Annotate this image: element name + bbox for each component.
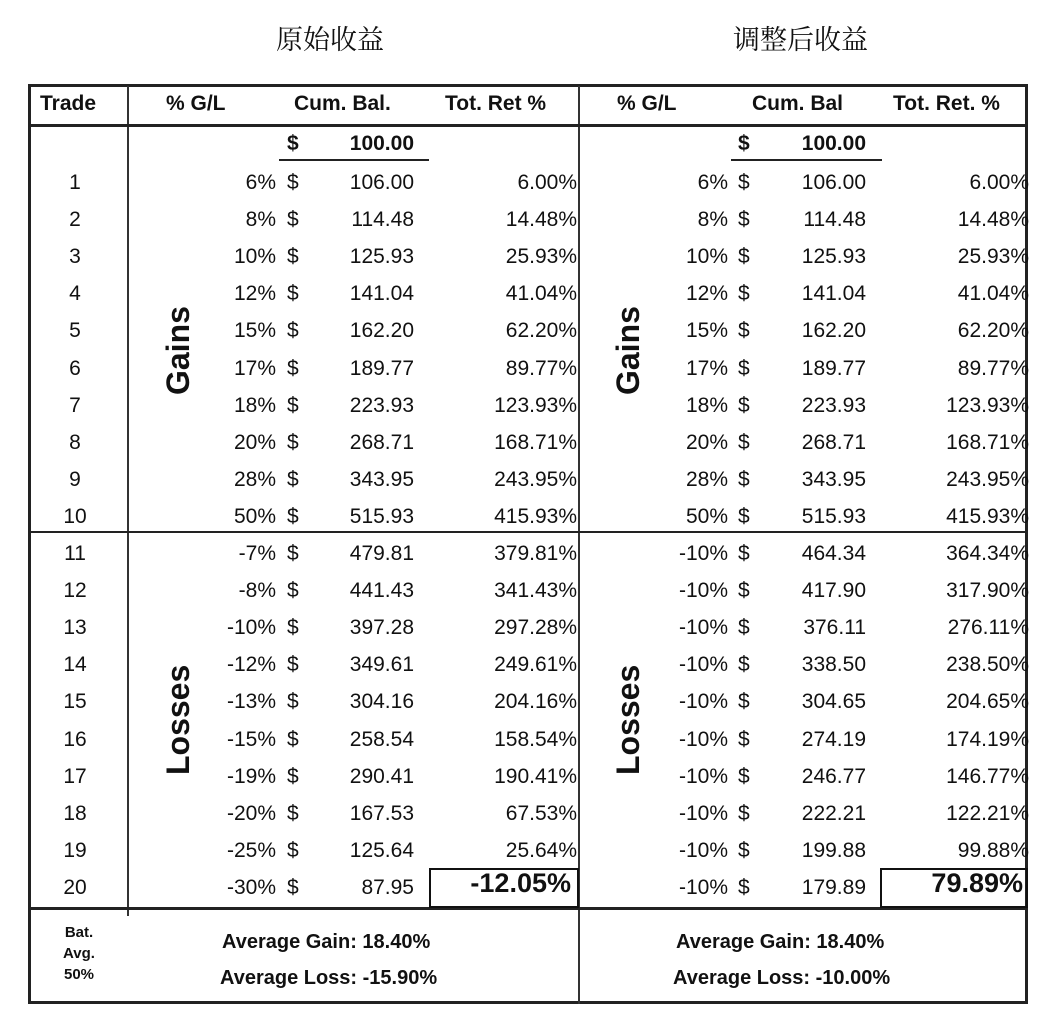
left-cum-balance: 223.93 (349, 393, 414, 417)
right-gain-loss: 8% (697, 208, 728, 232)
right-cum-balance: 141.04 (801, 282, 866, 306)
right-total-return: 99.88% (957, 838, 1029, 862)
left-cum-balance: 87.95 (361, 875, 414, 899)
left-total-return: 25.93% (505, 245, 577, 269)
left-cum-balance: 189.77 (349, 356, 414, 380)
title-original-returns: 原始收益 (276, 25, 384, 56)
right-cum-balance: 179.89 (801, 875, 866, 899)
left-gain-loss: 6% (245, 171, 276, 194)
right-cum-balance: 304.65 (801, 690, 866, 714)
header-right-cum: Cum. Bal (752, 92, 844, 115)
right-gain-loss: 15% (685, 319, 728, 343)
left-total-return: -12.05% (470, 867, 571, 898)
left-cum-balance: 290.41 (349, 764, 414, 788)
right-total-return: 6.00% (969, 171, 1029, 194)
right-cum-balance: 106.00 (801, 171, 866, 194)
right-gain-loss: -10% (678, 579, 728, 603)
left-dollar-sign: $ (287, 504, 299, 528)
trade-number: 7 (69, 393, 81, 417)
right-dollar-sign: $ (738, 208, 750, 232)
header-left-ret: Tot. Ret % (445, 92, 547, 115)
right-total-return: 25.93% (957, 245, 1029, 269)
left-dollar-sign: $ (287, 171, 299, 194)
trade-number: 4 (69, 282, 81, 306)
left-cum-balance: 106.00 (349, 171, 414, 194)
left-dollar-sign: $ (287, 319, 299, 343)
left-total-return: 89.77% (505, 356, 577, 380)
right-dollar-sign: $ (738, 838, 750, 862)
label-gains-left: Gains (160, 306, 196, 395)
right-cum-balance: 114.48 (803, 208, 866, 232)
trade-number: 2 (69, 208, 81, 232)
right-cum-balance: 268.71 (801, 430, 866, 454)
right-cum-balance: 223.93 (801, 393, 866, 417)
left-total-return: 168.71% (494, 430, 577, 454)
right-dollar-sign: $ (738, 319, 750, 343)
right-dollar-sign: $ (738, 764, 750, 788)
left-dollar-sign: $ (287, 653, 299, 677)
left-dollar-sign: $ (287, 690, 299, 714)
right-cum-balance: 376.11 (803, 616, 866, 640)
right-dollar-sign: $ (738, 245, 750, 269)
left-total-return: 123.93% (494, 393, 577, 417)
header-trade: Trade (40, 92, 97, 115)
right-cum-balance: 274.19 (801, 727, 866, 751)
left-gain-loss: 8% (245, 208, 276, 232)
left-gain-loss: 28% (233, 467, 276, 491)
right-dollar-sign: $ (738, 542, 750, 565)
right-dollar-sign: $ (738, 356, 750, 380)
label-losses-right: Losses (610, 664, 646, 775)
left-cum-balance: 167.53 (349, 801, 414, 825)
right-total-return: 79.89% (931, 867, 1023, 898)
left-total-return: 297.28% (494, 616, 577, 640)
left-gain-loss: -30% (226, 875, 276, 899)
right-gain-loss: 10% (685, 245, 728, 269)
left-gain-loss: -15% (226, 727, 276, 751)
left-total-return: 379.81% (494, 542, 577, 565)
avg-gain-left: Average Gain: 18.40% (222, 931, 431, 953)
trade-number: 1 (69, 171, 81, 194)
right-total-return: 238.50% (946, 653, 1029, 677)
right-dollar-sign: $ (738, 690, 750, 714)
title-adjusted-returns: 调整后收益 (733, 25, 868, 56)
right-gain-loss: 12% (685, 282, 728, 306)
start-dollar-right: $ (738, 132, 750, 155)
left-gain-loss: -19% (226, 764, 276, 788)
left-gain-loss: -12% (226, 653, 276, 677)
final-result-box-right (880, 868, 1028, 908)
left-dollar-sign: $ (287, 801, 299, 825)
start-underline-right (731, 159, 882, 161)
left-dollar-sign: $ (287, 467, 299, 491)
left-total-return: 341.43% (494, 579, 577, 603)
left-cum-balance: 479.81 (349, 542, 414, 565)
right-dollar-sign: $ (738, 467, 750, 491)
left-total-return: 249.61% (494, 653, 577, 677)
start-underline-left (279, 159, 429, 161)
left-total-return: 25.64% (505, 838, 577, 862)
left-total-return: 204.16% (494, 690, 577, 714)
divider-middle (578, 86, 580, 1004)
right-total-return: 168.71% (946, 430, 1029, 454)
left-dollar-sign: $ (287, 838, 299, 862)
left-gain-loss: 17% (233, 356, 276, 380)
trade-number: 11 (64, 542, 86, 565)
left-dollar-sign: $ (287, 764, 299, 788)
right-dollar-sign: $ (738, 579, 750, 603)
right-cum-balance: 199.88 (801, 838, 866, 862)
right-dollar-sign: $ (738, 504, 750, 528)
batting-average-label (34, 922, 124, 985)
left-gain-loss: -20% (226, 801, 276, 825)
left-dollar-sign: $ (287, 727, 299, 751)
right-total-return: 123.93% (946, 393, 1029, 417)
header-left-cum: Cum. Bal. (294, 92, 391, 115)
trade-number: 8 (69, 430, 81, 454)
header-right-gl: % G/L (617, 92, 677, 115)
trade-number: 5 (69, 319, 81, 343)
right-total-return: 14.48% (957, 208, 1029, 232)
right-total-return: 174.19% (946, 727, 1029, 751)
right-cum-balance: 125.93 (801, 245, 866, 269)
right-total-return: 317.90% (946, 579, 1029, 603)
bat-line-1: Bat. (64, 924, 94, 941)
right-dollar-sign: $ (738, 171, 750, 194)
trade-number: 17 (63, 764, 87, 788)
right-cum-balance: 338.50 (801, 653, 866, 677)
left-total-return: 14.48% (505, 208, 577, 232)
left-gain-loss: 50% (233, 504, 276, 528)
label-gains-right: Gains (610, 306, 646, 395)
divider-gains-losses (30, 531, 1026, 533)
right-cum-balance: 343.95 (801, 467, 866, 491)
right-total-return: 415.93% (946, 504, 1029, 528)
left-gain-loss: -8% (238, 579, 276, 603)
right-total-return: 41.04% (957, 282, 1029, 306)
left-total-return: 41.04% (505, 282, 577, 306)
divider-trade-col (127, 86, 129, 916)
right-total-return: 204.65% (946, 690, 1029, 714)
bat-line-3: 50% (63, 966, 95, 983)
left-dollar-sign: $ (287, 208, 299, 232)
start-value-left: 100.00 (349, 132, 414, 155)
divider-header (30, 124, 1026, 127)
right-cum-balance: 162.20 (801, 319, 866, 343)
left-cum-balance: 125.64 (349, 838, 414, 862)
right-gain-loss: -10% (678, 838, 728, 862)
trade-number: 3 (69, 245, 81, 269)
left-total-return: 190.41% (494, 764, 577, 788)
right-dollar-sign: $ (738, 875, 750, 899)
right-gain-loss: -10% (678, 690, 728, 714)
left-dollar-sign: $ (287, 393, 299, 417)
right-dollar-sign: $ (738, 727, 750, 751)
left-cum-balance: 343.95 (349, 467, 414, 491)
right-total-return: 364.34% (946, 542, 1029, 565)
trade-number: 6 (69, 356, 81, 380)
right-gain-loss: 20% (685, 430, 728, 454)
right-dollar-sign: $ (738, 393, 750, 417)
left-dollar-sign: $ (287, 616, 299, 640)
right-gain-loss: 50% (685, 504, 728, 528)
right-cum-balance: 222.21 (801, 801, 866, 825)
right-dollar-sign: $ (738, 430, 750, 454)
left-total-return: 243.95% (494, 467, 577, 491)
left-cum-balance: 441.43 (349, 579, 414, 603)
trade-number: 14 (63, 653, 87, 677)
left-dollar-sign: $ (287, 875, 299, 899)
left-dollar-sign: $ (287, 282, 299, 306)
left-dollar-sign: $ (287, 542, 299, 565)
right-cum-balance: 189.77 (801, 356, 866, 380)
left-cum-balance: 162.20 (349, 319, 414, 343)
left-total-return: 67.53% (505, 801, 577, 825)
right-gain-loss: 18% (685, 393, 728, 417)
start-dollar-left: $ (287, 132, 299, 155)
left-total-return: 62.20% (505, 319, 577, 343)
label-losses-left: Losses (160, 664, 196, 775)
right-gain-loss: 17% (685, 356, 728, 380)
left-total-return: 6.00% (517, 171, 577, 194)
right-gain-loss: 28% (685, 467, 728, 491)
right-total-return: 276.11% (947, 616, 1029, 640)
left-dollar-sign: $ (287, 245, 299, 269)
left-total-return: 158.54% (494, 727, 577, 751)
right-dollar-sign: $ (738, 653, 750, 677)
left-cum-balance: 141.04 (349, 282, 414, 306)
right-gain-loss: -10% (678, 727, 728, 751)
trade-number: 19 (63, 838, 87, 862)
final-result-box-left (429, 868, 579, 908)
right-gain-loss: 6% (697, 171, 728, 194)
right-total-return: 243.95% (946, 467, 1029, 491)
left-total-return: 415.93% (494, 504, 577, 528)
right-dollar-sign: $ (738, 801, 750, 825)
header-left-gl: % G/L (166, 92, 226, 115)
right-total-return: 122.21% (946, 801, 1029, 825)
bat-line-2: Avg. (63, 945, 95, 962)
left-dollar-sign: $ (287, 579, 299, 603)
right-gain-loss: -10% (678, 616, 728, 640)
right-cum-balance: 417.90 (801, 579, 866, 603)
right-dollar-sign: $ (738, 282, 750, 306)
left-gain-loss: 15% (233, 319, 276, 343)
avg-loss-left: Average Loss: -15.90% (220, 967, 438, 989)
left-gain-loss: 20% (233, 430, 276, 454)
left-gain-loss: 18% (233, 393, 276, 417)
right-gain-loss: -10% (678, 653, 728, 677)
right-total-return: 146.77% (946, 764, 1029, 788)
trade-number: 15 (63, 690, 87, 714)
start-value-right: 100.00 (801, 132, 866, 155)
right-cum-balance: 515.93 (801, 504, 866, 528)
avg-loss-right: Average Loss: -10.00% (673, 967, 891, 989)
left-dollar-sign: $ (287, 430, 299, 454)
left-cum-balance: 304.16 (349, 690, 414, 714)
right-total-return: 62.20% (957, 319, 1029, 343)
right-gain-loss: -10% (678, 764, 728, 788)
left-gain-loss: -10% (226, 616, 276, 640)
avg-gain-right: Average Gain: 18.40% (676, 931, 885, 953)
trade-number: 9 (69, 467, 81, 491)
header-right-ret: Tot. Ret. % (893, 92, 1000, 115)
left-gain-loss: -13% (226, 690, 276, 714)
right-cum-balance: 246.77 (801, 764, 866, 788)
trade-number: 13 (63, 616, 87, 640)
trade-number: 12 (63, 579, 87, 603)
trade-number: 16 (63, 727, 87, 751)
left-gain-loss: 10% (233, 245, 276, 269)
right-total-return: 89.77% (957, 356, 1029, 380)
right-dollar-sign: $ (738, 616, 750, 640)
left-gain-loss: 12% (233, 282, 276, 306)
right-gain-loss: -10% (678, 542, 728, 565)
trade-number: 18 (63, 801, 87, 825)
left-cum-balance: 515.93 (349, 504, 414, 528)
left-gain-loss: -25% (226, 838, 276, 862)
left-gain-loss: -7% (238, 542, 276, 565)
trade-number: 20 (63, 875, 87, 899)
trade-number: 10 (63, 504, 87, 528)
left-cum-balance: 258.54 (349, 727, 414, 751)
right-gain-loss: -10% (678, 875, 728, 899)
right-cum-balance: 464.34 (801, 542, 866, 565)
left-cum-balance: 268.71 (349, 430, 414, 454)
left-cum-balance: 349.61 (349, 653, 414, 677)
left-cum-balance: 114.48 (351, 208, 414, 232)
left-cum-balance: 125.93 (349, 245, 414, 269)
right-gain-loss: -10% (678, 801, 728, 825)
left-dollar-sign: $ (287, 356, 299, 380)
left-cum-balance: 397.28 (349, 616, 414, 640)
